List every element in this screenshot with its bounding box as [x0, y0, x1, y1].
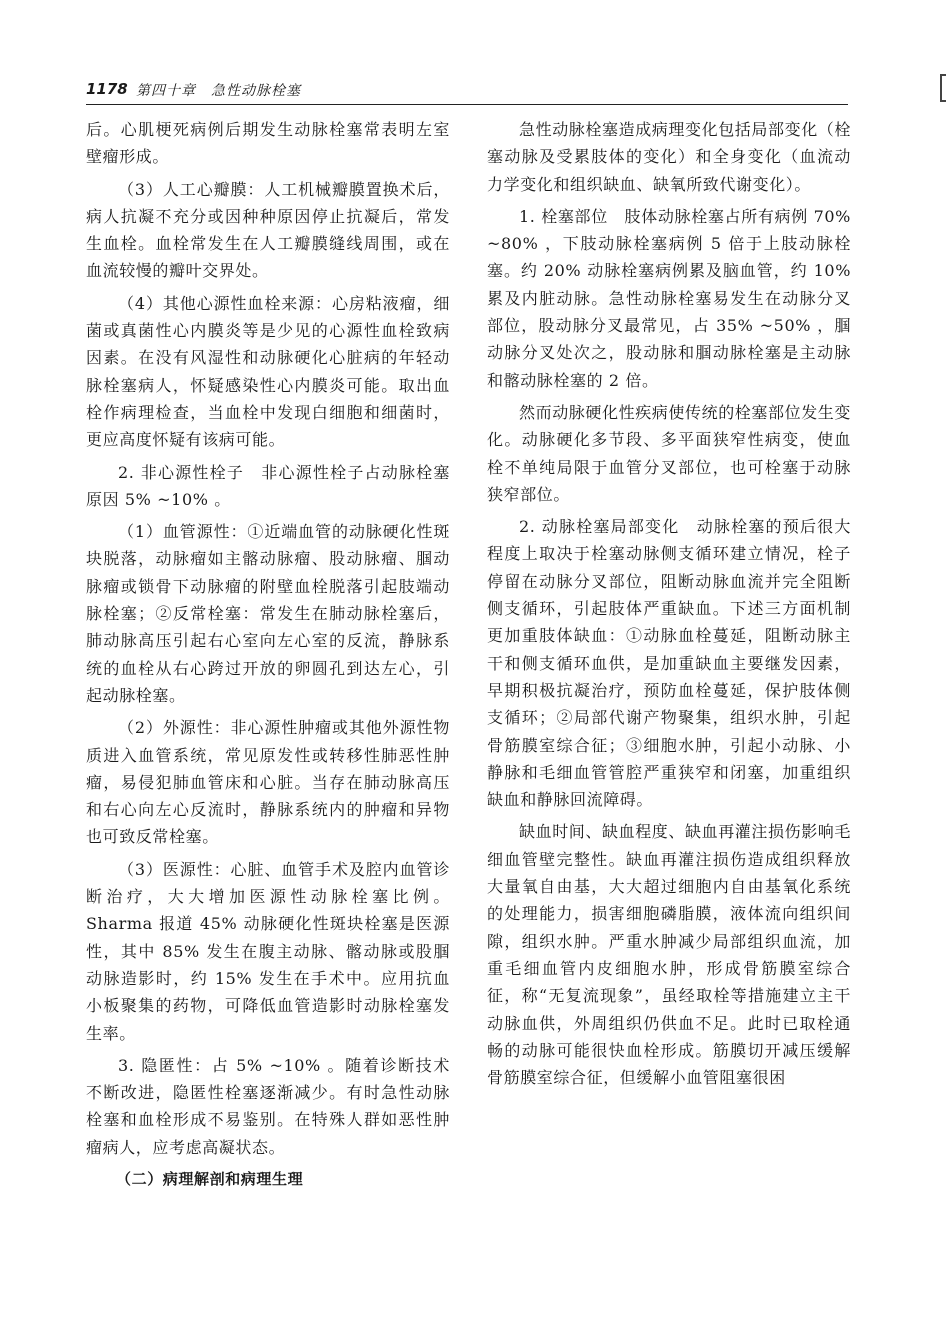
page-number: 1178	[86, 80, 128, 98]
chapter-title: 第四十章 急性动脉栓塞	[136, 83, 301, 99]
paragraph: 然而动脉硬化性疾病使传统的栓塞部位发生变化。动脉硬化多节段、多平面狭窄性病变，使血栓不单纯局限于血管分叉部位，也可栓塞于动脉狭窄部位。	[487, 402, 852, 504]
section-heading: （二）病理解剖和病理生理	[116, 1169, 304, 1188]
paragraph: （3）人工心瓣膜：人工机械瓣膜置换术后，病人抗凝不充分或因种种原因停止抗凝后，常发生血栓。血栓常发生在人工瓣膜缝线周围，或在血流较慢的瓣叶交界处。	[86, 179, 450, 281]
paragraph: （3）医源性：心脏、血管手术及腔内血管诊断治疗，大大增加医源性动脉栓塞比例。Sharma 报道 45% 动脉硬化性斑块栓塞是医源性，其中 85% 发生在腹主动脉、髂动脉或股腘动脉造影时，约 15% 发生在手术中。应用抗血小板聚集的药物，可降低血管造影时动脉栓塞发生率。	[86, 859, 450, 1043]
paragraph: 2. 非心源性栓子 非心源性栓子占动脉栓塞原因 5% ~10% 。	[86, 462, 450, 509]
page-edge-bracket	[940, 74, 946, 102]
left-column	[86, 116, 450, 1198]
paragraph: 2. 动脉栓塞局部变化 动脉栓塞的预后很大程度上取决于栓塞动脉侧支循环建立情况，栓子停留在动脉分叉部位，阻断动脉血流并完全阻断侧支循环，引起肢体严重缺血。下述三方面机制更加重肢体缺血：①动脉血栓蔓延，阻断动脉主干和侧支循环血供，是加重缺血主要继发因素，早期积极抗凝治疗，预防血栓蔓延，保护肢体侧支循环；②局部代谢产物聚集，组织水肿，引起骨筋膜室综合征；③细胞水肿，引起小动脉、小静脉和毛细血管管腔严重狭窄和闭塞，加重组织缺血和静脉回流障碍。	[487, 517, 851, 810]
paragraph: （1）血管源性：①近端血管的动脉硬化性斑块脱落，动脉瘤如主髂动脉瘤、股动脉瘤、腘动脉瘤或锁骨下动脉瘤的附壁血栓脱落引起肢端动脉栓塞；②反常栓塞：常发生在肺动脉栓塞后，肺动脉高压引起右心室向左心室的反流，静脉系统的血栓从右心跨过开放的卵圆孔到达左心，引起动脉栓塞。	[86, 522, 450, 705]
paragraph: 后。心肌梗死病例后期发生动脉栓塞常表明左室壁瘤形成。	[86, 120, 450, 167]
paragraph: （2）外源性：非心源性肿瘤或其他外源性物质进入血管系统，常见原发性或转移性肺恶性肿瘤，易侵犯肺血管床和心脏。当存在肺动脉高压和右心向左心反流时，静脉系统内的肿瘤和异物也可致反常栓塞。	[86, 718, 450, 847]
paragraph: 缺血时间、缺血程度、缺血再灌注损伤影响毛细血管壁完整性。缺血再灌注损伤造成组织释放大量氧自由基，大大超过细胞内自由基氧化系统的处理能力，损害细胞磷脂膜，液体流向组织间隙，组织水肿。严重水肿减少局部组织血流，加重毛细血管内皮细胞水肿，形成骨筋膜室综合征，称“无复流现象”，虽经取栓等措施建立主干动脉血供，外周组织仍供血不足。此时已取栓通畅的动脉可能很快血栓形成。筋膜切开减压缓解骨筋膜室综合征，但缓解小血管阻塞很困	[487, 822, 852, 1088]
paragraph: 3. 隐匿性：占 5% ~10% 。随着诊断技术不断改进，隐匿性栓塞逐渐减少。有时急性动脉栓塞和血栓形成不易鉴别。在特殊人群如恶性肿瘤病人，应考虑高凝状态。	[86, 1055, 450, 1157]
paragraph: 1. 栓塞部位 肢体动脉栓塞占所有病例 70% ~80% ，下肢动脉栓塞病例 5 倍于上肢动脉栓塞。约 20% 动脉栓塞病例累及脑血管，约 10% 累及内脏动脉。急性动脉栓塞易发生在动脉分叉部位，股动脉分叉最常见，占 35% ~50% ，腘动脉分叉处次之，股动脉和腘动脉栓塞是主动脉和髂动脉栓塞的 2 倍。	[487, 206, 851, 390]
paragraph: （4）其他心源性血栓来源：心房粘液瘤，细菌或真菌性心内膜炎等是少见的心源性血栓致病因素。在没有风湿性和动脉硬化心脏病的年轻动脉栓塞病人，怀疑感染性心内膜炎可能。取出血栓作病理检查，当血栓中发现白细胞和细菌时，更应高度怀疑有该病可能。	[86, 293, 450, 450]
right-column	[487, 116, 851, 1096]
paragraph: 急性动脉栓塞造成病理变化包括局部变化（栓塞动脉及受累肢体的变化）和全身变化（血流动力学变化和组织缺血、缺氧所致代谢变化）。	[487, 120, 852, 194]
page-header	[86, 78, 848, 105]
